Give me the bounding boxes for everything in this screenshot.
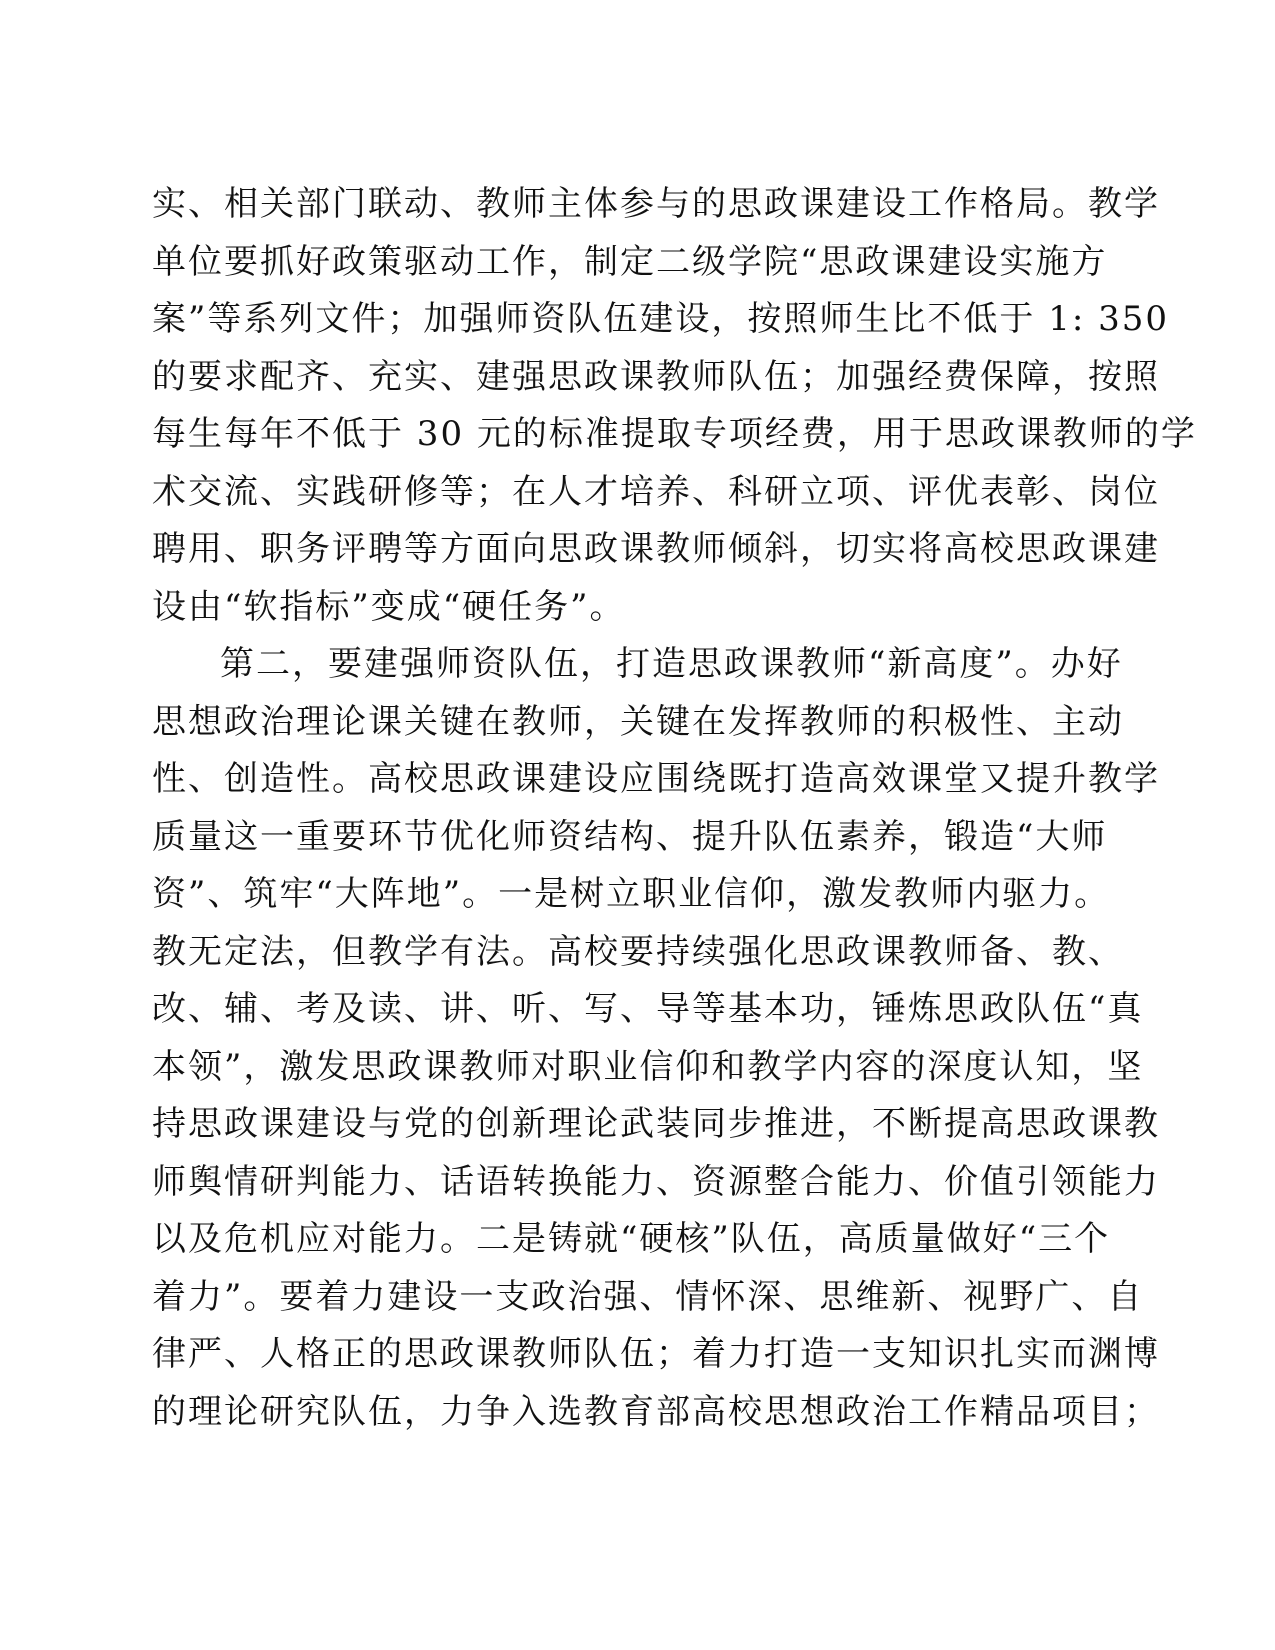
paragraph-1-line: 单位要抓好政策驱动工作，制定二级学院“思政课建设实施方 [152, 241, 1108, 282]
paragraph-1-line: 案”等系列文件；加强师资队伍建设，按照师生比不低于 1: 350 [152, 299, 1169, 339]
paragraph-2-line: 质量这一重要环节优化师资结构、提升队伍素养，锻造“大师 [152, 816, 1108, 857]
paragraph-1-line: 实、相关部门联动、教师主体参与的思政课建设工作格局。教学 [152, 184, 1160, 224]
paragraph-2-line: 性、创造性。高校思政课建设应围绕既打造高效课堂又提升教学 [152, 759, 1160, 799]
paragraph-1-line: 设由“软指标”变成“硬任务”。 [152, 586, 626, 627]
paragraph-2-line: 着力”。要着力建设一支政治强、情怀深、思维新、视野广、自 [152, 1276, 1144, 1317]
paragraph-2-line: 思想政治理论课关键在教师，关键在发挥教师的积极性、主动 [152, 701, 1124, 742]
paragraph-2-line: 以及危机应对能力。二是铸就“硬核”队伍，高质量做好“三个 [152, 1219, 1111, 1259]
paragraph-1-line: 每生每年不低于 30 元的标准提取专项经费，用于思政课教师的学 [152, 414, 1197, 454]
paragraph-1-line: 的要求配齐、充实、建强思政课教师队伍；加强经费保障，按照 [152, 356, 1160, 397]
body-text [152, 176, 1197, 1441]
paragraph-2-line: 教无定法，但教学有法。高校要持续强化思政课教师备、教、 [152, 931, 1124, 972]
paragraph-2-first-line: 第二，要建强师资队伍，打造思政课教师“新高度”。办好 [220, 644, 1123, 684]
paragraph-2-line: 律严、人格正的思政课教师队伍；着力打造一支知识扎实而渊博 [152, 1334, 1160, 1374]
paragraph-2-line: 本领”，激发思政课教师对职业信仰和教学内容的深度认知，坚 [152, 1046, 1144, 1087]
paragraph-1-line: 术交流、实践研修等；在人才培养、科研立项、评优表彰、岗位 [152, 471, 1160, 512]
paragraph-2-line: 改、辅、考及读、讲、听、写、导等基本功，锤炼思政队伍“真 [152, 989, 1144, 1029]
paragraph-1-line: 聘用、职务评聘等方面向思政课教师倾斜，切实将高校思政课建 [152, 529, 1160, 569]
paragraph-2-line: 持思政课建设与党的创新理论武装同步推进，不断提高思政课教 [152, 1104, 1160, 1144]
paragraph-2-line: 的理论研究队伍，力争入选教育部高校思想政治工作精品项目； [152, 1391, 1160, 1432]
paragraph-2-line: 资”、筑牢“大阵地”。一是树立职业信仰，激发教师内驱力。 [152, 874, 1111, 914]
paragraph-2-line: 师舆情研判能力、话语转换能力、资源整合能力、价值引领能力 [152, 1161, 1160, 1202]
